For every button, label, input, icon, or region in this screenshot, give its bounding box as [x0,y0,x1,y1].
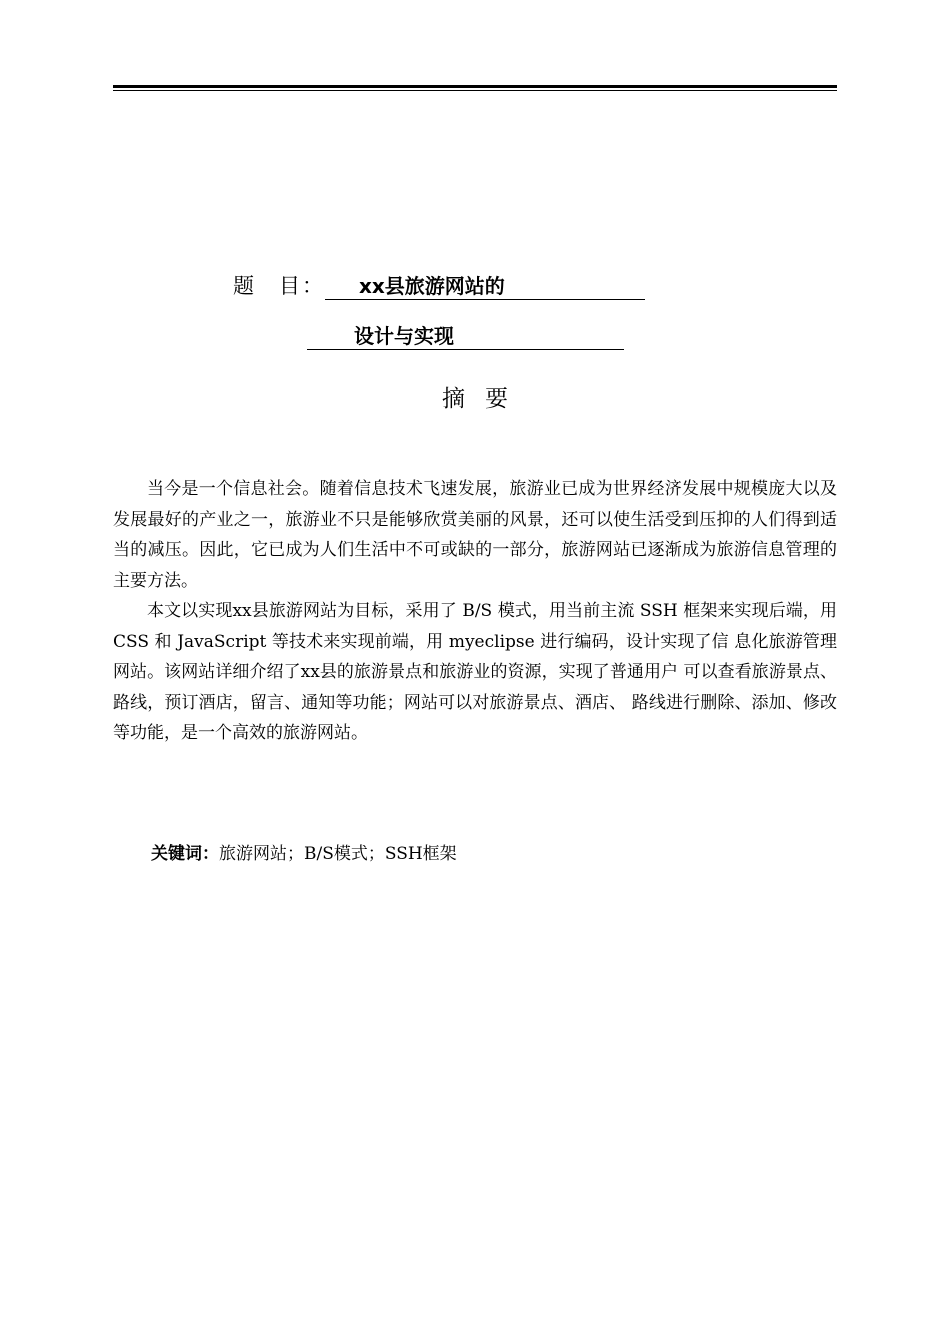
title-label: 题 目： [233,274,325,298]
abstract-paragraph-2: 本文以实现xx县旅游网站为目标，采用了 B/S 模式，用当前主流 SSH 框架来实现后端，用 CSS 和 JavaScript 等技术来实现前端，用 myeclipse 进行编码，设计实现了信 息化旅游管理网站。该网站详细介绍了xx县的旅游景点和旅游业的资源，实现了普通用户 可以查看旅游景点、路线，预订酒店，留言、通知等功能；网站可以对旅游景点、酒店、 路线进行删除、添加、修改等功能，是一个高效的旅游网站。 [113,601,837,743]
title-row-2 [307,323,624,350]
abstract-paragraph-1: 当今是一个信息社会。随着信息技术飞速发展，旅游业已成为世界经济发展中规模庞大以及发展最好的产业之一，旅游业不只是能够欣赏美丽的风景，还可以使生活受到压抑的人们得到适当的减压。因此，它已成为人们生活中不可或缺的一部分，旅游网站已逐渐成为旅游信息管理的主要方法。 [113,479,837,591]
title-row [233,271,645,301]
abstract-body [113,474,837,749]
header-rule-thin [113,90,837,91]
keywords-value: 旅游网站；B/S模式；SSH框架 [219,844,457,864]
abstract-heading: 摘要 [442,386,528,412]
keywords-row [151,840,457,868]
thesis-title-main: xx县旅游网站的 [325,273,645,300]
thesis-title-sub: 设计与实现 [307,323,624,350]
header-rule-thick [113,85,837,88]
keywords-label: 关键词： [151,844,219,864]
